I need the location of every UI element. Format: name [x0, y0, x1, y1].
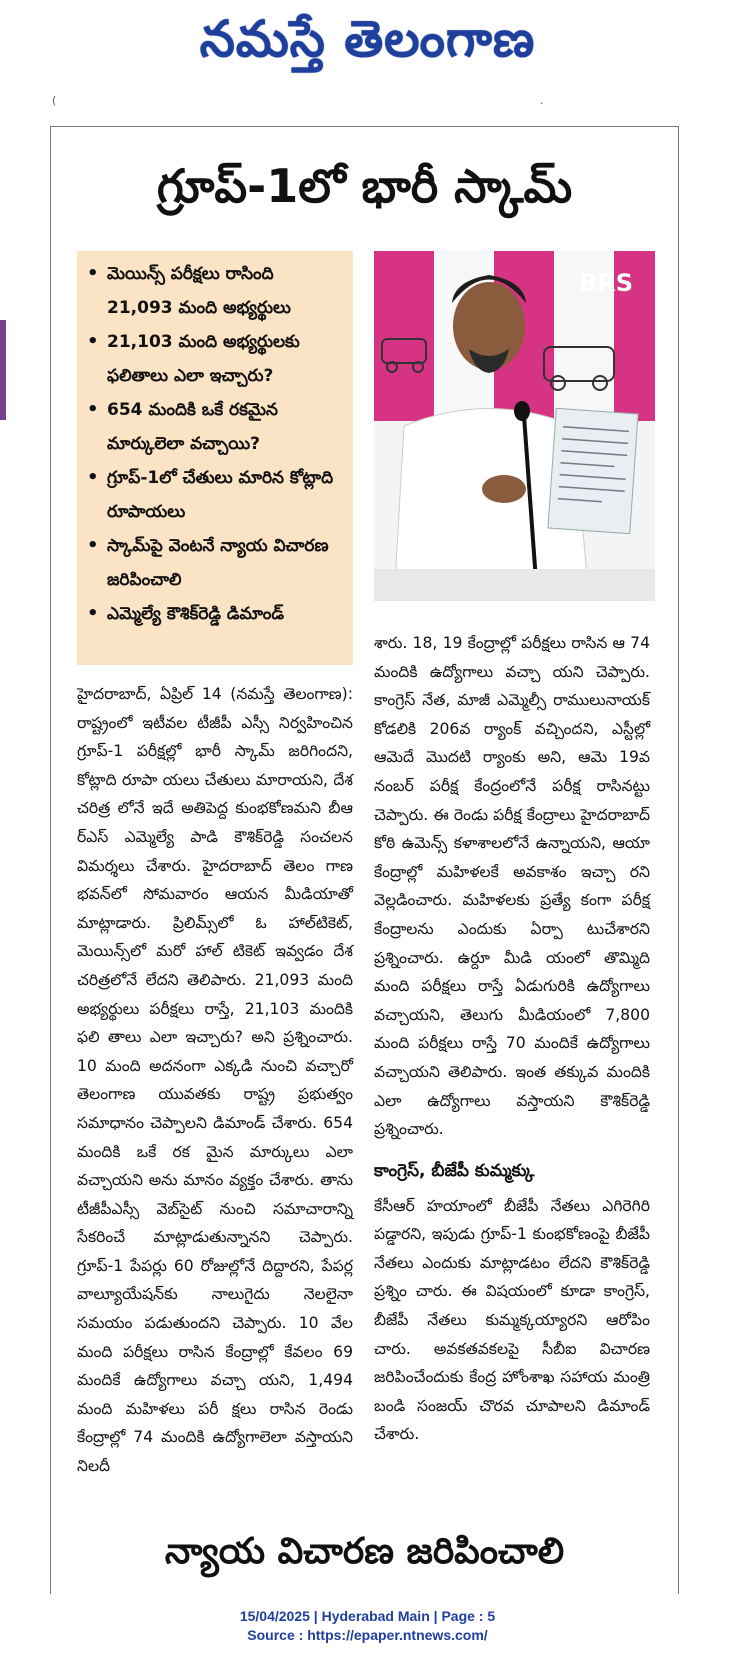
- news-clipping: [50, 126, 679, 1594]
- masthead: [0, 4, 735, 74]
- highlight-item: • ఎమ్మెల్యే కౌశిక్‌రెడ్డి డిమాండ్: [85, 597, 345, 631]
- article-subheading: కాంగ్రెస్, బీజేపీ కుమ్మక్కు: [374, 1160, 535, 1181]
- article-headline: గ్రూప్-1లో భారీ స్కామ్: [156, 159, 573, 213]
- clipped-text-strip: ( .: [52, 94, 544, 107]
- bullet-icon: •: [87, 263, 99, 284]
- bullet-icon: •: [87, 399, 99, 420]
- bullet-icon: •: [87, 331, 99, 352]
- body-paragraph: హైదరాబాద్, ఏప్రిల్ 14 (నమస్తే తెలంగాణ): రాష్ట్రంలో ఇటీవల టీజీపీ ఎస్సీ నిర్వహించిన గ్రూప్-1 పరీక్షల్లో భారీ స్కామ్ జరిగిందని, కోట్లాది రూపా యలు చేతులు మారాయని, దేశ చరిత్ర లోనే ఇదే అతిపెద్ద కుంభకోణమని బీఆ ర్‌ఎస్ ఎమ్మెల్యే పాడి కౌశిక్‌రెడ్డి సంచలన విమర్శలు చేశారు. హైదరాబాద్ తెలం గాణ భవన్‌లో సోమవారం ఆయన మీడియాతో మాట్లాడారు. ప్రిలిమ్స్‌లో ఓ హాల్‌టికెట్, మెయిన్స్‌లో మరో హాల్ టికెట్ ఇవ్వడం దేశ చరిత్రలోనే లేదని తెలిపారు. 21,093 మంది అభ్యర్థులు పరీక్షలు రాస్తే, 21,103 మందికి ఫలి తాలు ఎలా ఇచ్చారు? అని ప్రశ్నించారు. 10 మంది అదనంగా ఎక్కడి నుంచి వచ్చారో తెలంగాణ యువతకు రాష్ట్ర ప్రభుత్వం సమాధానం చెప్పాలని డిమాండ్ చేశారు. 654 మందికి ఒకే రక మైన మార్కులు ఎలా వచ్చాయని అను మానం వ్యక్తం చేశారు. తాను టీజీపీఎస్సీ వెబ్‌సైట్ నుంచి సమాచారాన్ని సేకరించే మాట్లాడుతున్నానని చెప్పారు. గ్రూప్-1 పేపర్లు 60 రోజుల్లోనే దిద్దారని, పేపర్ల వాల్యూయేషన్‌కు నాలుగైదు నెలలైనా సమయం పడుతుందని చెప్పారు. 10 వేల మంది పరీక్షలు రాసిన కేంద్రాల్లో కేవలం 69 మందికే ఉద్యోగాలు వచ్చా యని, 1,494 మంది మహిళలు పరీ క్షలు రాసిన రెండు కేంద్రాల్లో 74 మందికి ఉద్యోగాలెలా వస్తాయని నిలదీ: [77, 685, 353, 1476]
- highlight-item: • 654 మందికి ఒకే రకమైన మార్కులెలా వచ్చాయి?: [85, 393, 345, 461]
- highlight-item: • గ్రూప్-1లో చేతులు మారిన కోట్లాది రూపాయలు: [85, 461, 345, 529]
- body-paragraph: కేసీఆర్ హయాంలో బీజేపీ నేతలు ఎగిరెగిరి పడ్డారని, ఇపుడు గ్రూప్-1 కుంభకోణంపై బీజేపీ నేతలు ఎందుకు మాట్లాడటం లేదని కౌశిక్‌రెడ్డి ప్రశ్నిం చారు. ఈ విషయంలో కూడా కాంగ్రెస్, బీజేపీ నేతలు కుమ్మక్కయ్యారని ఆరోపిం చారు. అవకతవకలపై సీబీఐ విచారణ జరిపించేందుకు కేంద్ర హోంశాఖ సహాయ మంత్రి బండి సంజయ్ చొరవ చూపాలని డిమాండ్ చేశారు.: [374, 1196, 650, 1444]
- bullet-icon: •: [87, 467, 99, 488]
- document-held: [548, 408, 638, 533]
- footer-source: Source : https://epaper.ntnews.com/: [247, 1627, 488, 1643]
- highlight-item: • 21,103 మంది అభ్యర్థులకు ఫలితాలు ఎలా ఇచ్చారు?: [85, 325, 345, 393]
- article-column-left: [77, 680, 353, 1481]
- banner-text: BRS: [579, 269, 634, 297]
- body-paragraph: శారు. 18, 19 కేంద్రాల్లో పరీక్షలు రాసిన ఆ 74 మందికి ఉద్యోగాలు వచ్చా యని చెప్పారు. కాంగ్రెస్ నేత, మాజీ ఎమ్మెల్సీ రాములునాయక్ కోడలికి 206వ ర్యాంక్ వచ్చిందని, ఎస్టీల్లో ఆమెదే మొదటి ర్యాంకు అని, ఆమె 19వ నంబర్ పరీక్ష కేంద్రంలోనే పరీక్ష రాసినట్టు చెప్పారు. ఈ రెండు పరీక్ష కేంద్రాలు హైదరాబాద్ కోఠి ఉమెన్స్ కళాశాలలోనే ఉన్నాయని, ఆయా కేంద్రాల్లో మహిళలకే అవకాశం ఇచ్చా రని వెల్లడించారు. మహిళలకు ప్రత్యే కంగా పరీక్ష కేంద్రాలను ఎందుకు ఏర్పా టుచేశారని ప్రశ్నించారు. ఉర్దూ మీడి యంలో తొమ్మిది మంది పరీక్షలు రాస్తే ఏడుగురికి ఉద్యోగాలు వచ్చాయని, తెలుగు మీడియంలో 7,800 మంది పరీక్షలు రాస్తే 70 మందికే ఉద్యోగాలు వచ్చాయని తెలిపారు. ఇంత తక్కువ మందికి ఎలా ఉద్యోగాలు వస్తాయని కౌశిక్‌రెడ్డి ప్రశ్నించారు.: [374, 634, 650, 1139]
- highlights-box: [77, 251, 353, 665]
- highlight-item: • స్కామ్‌పై వెంటనే న్యాయ విచారణ జరిపించాలి: [85, 529, 345, 597]
- bullet-icon: •: [87, 535, 99, 556]
- page-footer: [0, 1607, 735, 1645]
- photo-illustration: [374, 251, 655, 601]
- article-photo: [374, 251, 655, 601]
- footer-date-edition: 15/04/2025 | Hyderabad Main | Page : 5: [239, 1608, 496, 1624]
- bullet-icon: •: [87, 603, 99, 624]
- masthead-title: నమస్తే తెలంగాణ: [199, 10, 536, 68]
- highlight-item: • మెయిన్స్ పరీక్షలు రాసింది 21,093 మంది అభ్యర్థులు: [85, 257, 345, 325]
- adjacent-article-edge: [0, 320, 6, 420]
- microphone-icon: [514, 401, 530, 421]
- article-column-right: [374, 629, 650, 1449]
- bottom-headline: న్యాయ విచారణ జరిపించాలి: [164, 1531, 565, 1572]
